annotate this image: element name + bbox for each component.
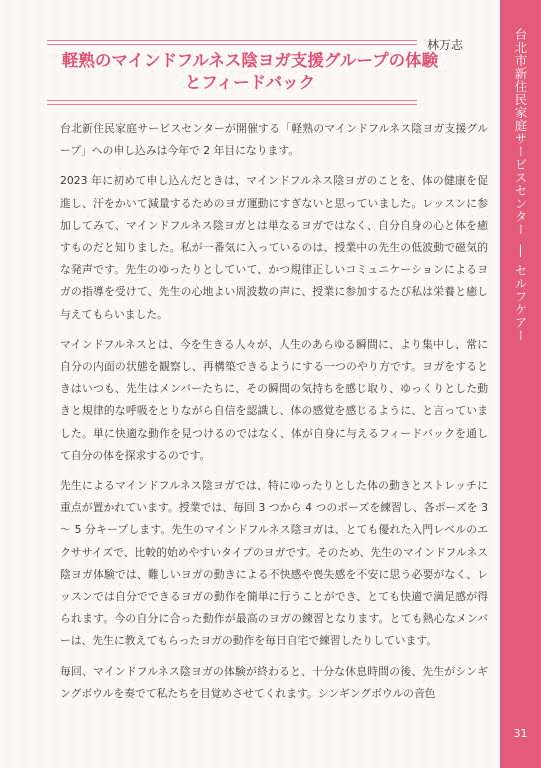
page-number: 31 — [513, 727, 528, 740]
title-rule-bottom-2 — [47, 104, 417, 105]
sidebar-label-organization: 台北市新住民家庭サービスセンター — [513, 28, 528, 236]
section-sidebar-label — [500, 28, 541, 342]
title-rule-bottom-1 — [47, 100, 417, 101]
paragraph: 台北新住民家庭サービスセンターが開催する「軽熟のマインドフルネス陰ヨガ支援グループ」への申し込みは今年で 2 年目になります。 — [60, 122, 488, 158]
title-rule-top-1 — [47, 40, 417, 41]
title-rule-top-2 — [47, 44, 417, 45]
sidebar-separator: | — [513, 242, 528, 258]
article-body — [60, 118, 488, 713]
title-line-1: 軽熟のマインドフルネス陰ヨガ支援グループの体験 — [61, 51, 439, 70]
paragraph: 2023 年に初めて申し込んだときは、マインドフルネス陰ヨガのことを、体の健康を促進し、汗をかいて減量するためのヨガ運動にすぎないと思っていました。レッスンに参加してみて、マインドフルネス陰ヨガとは単なるヨガではなく、自分自身の心と体を癒すものだと知りました。私が一番気に入っているのは、授業中の先生の低波動で磁気的な発声です。先生のゆったりとしていて、かつ規律正しいコミュニケーションによるヨガの指導を受けて、先生の心地よい周波数の声に、授業に参加するたび私は栄養と癒し与えてもらいました。 — [60, 174, 488, 321]
author-name: 林万志 — [427, 38, 464, 52]
paragraph: 先生によるマインドフルネス陰ヨガでは、特にゆったりとした体の動きとストレッチに重点が置かれています。授業では、毎回 3 つから 4 つのポーズを練習し、各ポーズを 3 ～ 5 分キープします。先生のマインドフルネス陰ヨガは、とても優れた入門レベルのエクササイズで、比較的始めやすいタイプのヨガです。そのため、先生のマインドフルネス陰ヨガ体験では、難しいヨガの動きによる不快感や喪失感を不安に思う必要がなく、レッスンでは自分でできるヨガの動作を簡単に行うことができ、とても快適で満足感が得られます。今の自分に合った動作が最高のヨガの練習となります。とても熱心なメンバーは、先生に教えてもらったヨガの動作を毎日自宅で練習したりしています。 — [60, 479, 488, 648]
title-line-2: とフィードバック — [184, 73, 316, 92]
paragraph: 毎回、マインドフルネス陰ヨガの体験が終わると、十分な休息時間の後、先生がシンギングボウルを奏でて私たちを目覚めさせてくれます。シンギングボウルの音色 — [60, 664, 488, 700]
article-title — [40, 50, 460, 94]
sidebar-label-section: セルフケアー — [513, 263, 528, 342]
paragraph: マインドフルネスとは、今を生きる人々が、人生のあらゆる瞬間に、より集中し、常に自分の内面の状態を観察し、再構築できるようにする一つのやり方です。ヨガをするときはいつも、先生はメンバーたちに、その瞬間の気持ちを感じ取り、ゆっくりとした動きと規律的な呼吸をとりながら自信を認識し、体の感覚を感じるように、と言っていました。単に快適な動作を見つけるのではなく、体が自身に与えるフィードバックを通して自分の体を探求するのです。 — [60, 337, 488, 462]
